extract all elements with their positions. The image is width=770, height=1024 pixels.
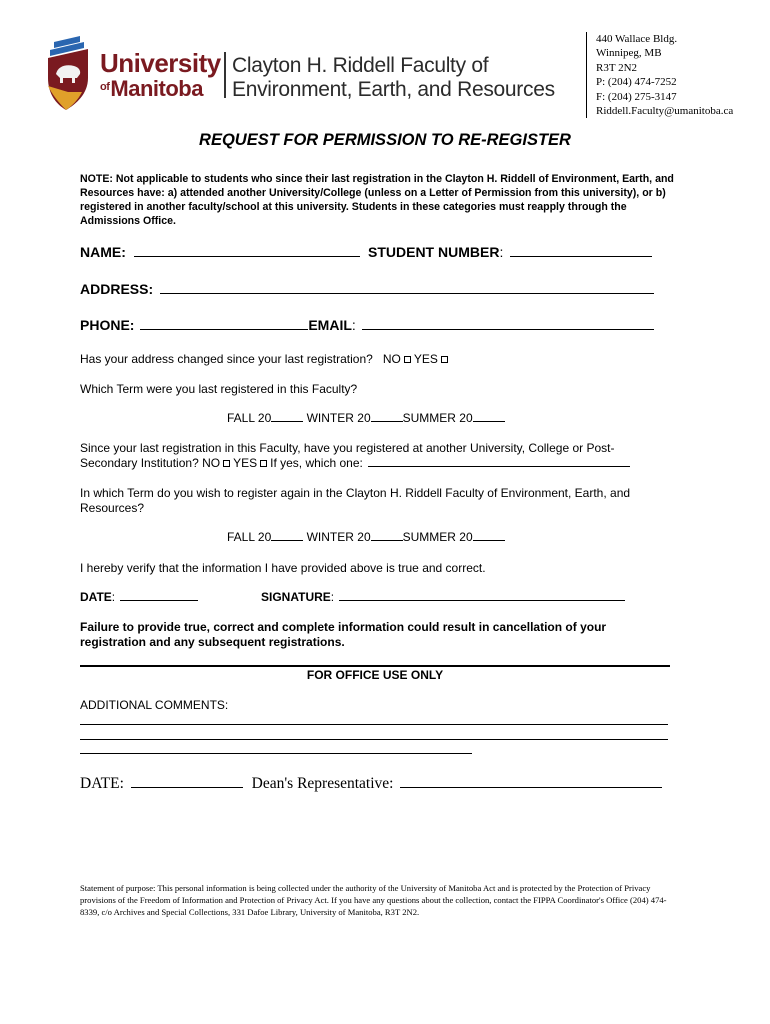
yes-label: YES — [233, 456, 258, 470]
student-number-field[interactable] — [510, 245, 652, 257]
last-winter-label: WINTER 20 — [306, 411, 371, 425]
faculty-name-line1: Clayton H. Riddell Faculty of — [232, 54, 489, 77]
last-winter-year-field[interactable] — [371, 411, 403, 422]
date-field[interactable] — [120, 590, 198, 601]
university-name-line2 — [100, 78, 221, 100]
other-institution-line2: Secondary Institution? — [80, 456, 199, 470]
logo-divider — [224, 52, 226, 98]
faculty-name — [232, 54, 555, 102]
faculty-address — [586, 32, 733, 118]
student-number-colon: : — [499, 244, 504, 260]
office-signature-row — [80, 774, 662, 793]
other-institution-field[interactable] — [368, 456, 630, 467]
address-changed-no-checkbox[interactable] — [404, 356, 411, 363]
last-fall-year-field[interactable] — [271, 411, 303, 422]
name-field[interactable] — [134, 245, 360, 257]
phone-field[interactable] — [140, 318, 308, 330]
date-signature-row — [80, 590, 198, 604]
address-changed-yes-checkbox[interactable] — [441, 356, 448, 363]
email-field[interactable] — [362, 318, 654, 330]
additional-comments-label: ADDITIONAL COMMENTS: — [80, 698, 229, 712]
no-label: NO — [382, 352, 401, 366]
next-summer-year-field[interactable] — [473, 530, 505, 541]
dean-representative-field[interactable] — [400, 774, 662, 788]
last-term-question: Which Term were you last registered in this Faculty? — [80, 382, 358, 396]
university-name-line1: University — [100, 48, 221, 78]
other-institution-yes-checkbox[interactable] — [260, 460, 267, 467]
last-summer-year-field[interactable] — [473, 411, 505, 422]
student-number-row — [368, 244, 652, 260]
signature-colon: : — [330, 590, 335, 604]
address-row — [80, 281, 654, 297]
yes-label: YES — [413, 352, 438, 366]
name-row — [80, 244, 360, 260]
email-label: EMAIL — [308, 317, 352, 333]
address-line1: 440 Wallace Bldg. — [596, 33, 678, 45]
failure-warning: Failure to provide true, correct and complete information could result in cancellation of your registration and any subsequent registrations. — [80, 620, 607, 649]
office-use-title: FOR OFFICE USE ONLY — [306, 668, 444, 682]
university-name — [100, 50, 221, 100]
address-line2: Winnipeg, MB — [596, 47, 662, 60]
office-date-label: DATE: — [80, 775, 124, 792]
last-fall-label: FALL 20 — [227, 411, 272, 425]
next-winter-year-field[interactable] — [371, 530, 403, 541]
phone-label: PHONE: — [80, 317, 135, 333]
verification-statement: I hereby verify that the information I have provided above is true and correct. — [80, 561, 486, 575]
phone-email-row — [80, 317, 654, 333]
next-winter-label: WINTER 20 — [306, 530, 371, 544]
next-fall-year-field[interactable] — [271, 530, 303, 541]
next-fall-label: FALL 20 — [227, 530, 272, 544]
bison-shield-icon — [44, 34, 94, 112]
address-fax: F: (204) 275-3147 — [596, 90, 677, 103]
address-line3: R3T 2N2 — [596, 61, 638, 74]
last-summer-label: SUMMER 20 — [402, 411, 473, 425]
signature-label: SIGNATURE — [261, 590, 331, 604]
comments-line-2[interactable] — [80, 739, 668, 740]
date-colon: : — [111, 590, 116, 604]
office-divider — [80, 665, 670, 667]
signature-field[interactable] — [339, 590, 625, 601]
address-changed-question — [80, 352, 451, 367]
dean-representative-label: Dean's Representative: — [251, 775, 394, 792]
office-date-field[interactable] — [131, 774, 243, 788]
address-email: Riddell.Faculty@umanitoba.ca — [596, 105, 734, 118]
university-logo — [44, 34, 564, 114]
eligibility-note: NOTE: Not applicable to students who since their last registration in the Clayton H. Riddell of Environment, Earth, and Resources have: a) attended another University/College (unless on a Letter of Permission from this university), or b) registered in another faculty/school at this university. Students in these categories must reapply through the Admissions Office. — [80, 173, 674, 227]
signature-row — [261, 590, 625, 604]
university-manitoba: Manitoba — [110, 76, 203, 101]
form-title: REQUEST FOR PERMISSION TO RE-REGISTER — [199, 131, 571, 149]
university-of: of — [100, 81, 110, 93]
name-label: NAME: — [80, 244, 126, 260]
student-number-label: STUDENT NUMBER — [368, 244, 500, 260]
no-label: NO — [202, 456, 221, 470]
statement-of-purpose: Statement of purpose: This personal information is being collected under the authority of the University of Manitoba Act and is protected by the Protection of Privacy provisions of the Freedom of Information and Protection of Privacy Act. If you have any questions about the collection, contact the FIPPA Coordinator's Office (204) 474-8339, c/o Archives and Special Collections, 331 Dafoe Library, University of Manitoba, R3T 2N2. — [80, 883, 667, 918]
other-institution-line1: Since your last registration in this Faculty, have you registered at another University, College or Post- — [80, 441, 615, 455]
address-field[interactable] — [160, 282, 654, 294]
email-colon: : — [351, 317, 356, 333]
address-changed-text: Has your address changed since your last registration? — [80, 352, 373, 366]
other-institution-question — [80, 441, 690, 471]
if-yes-label: If yes, which one: — [270, 456, 363, 470]
comments-line-3[interactable] — [80, 753, 472, 754]
comments-line-1[interactable] — [80, 724, 668, 725]
next-summer-label: SUMMER 20 — [402, 530, 473, 544]
faculty-name-line2: Environment, Earth, and Resources — [232, 78, 555, 102]
register-again-options — [227, 530, 505, 544]
last-term-options — [227, 411, 505, 425]
address-phone: P: (204) 474-7252 — [596, 76, 677, 89]
date-label: DATE — [80, 590, 112, 604]
other-institution-no-checkbox[interactable] — [223, 460, 230, 467]
address-label: ADDRESS: — [80, 281, 154, 297]
register-again-question: In which Term do you wish to register again in the Clayton H. Riddell Faculty of Environment, Earth, and Resources? — [80, 486, 631, 515]
